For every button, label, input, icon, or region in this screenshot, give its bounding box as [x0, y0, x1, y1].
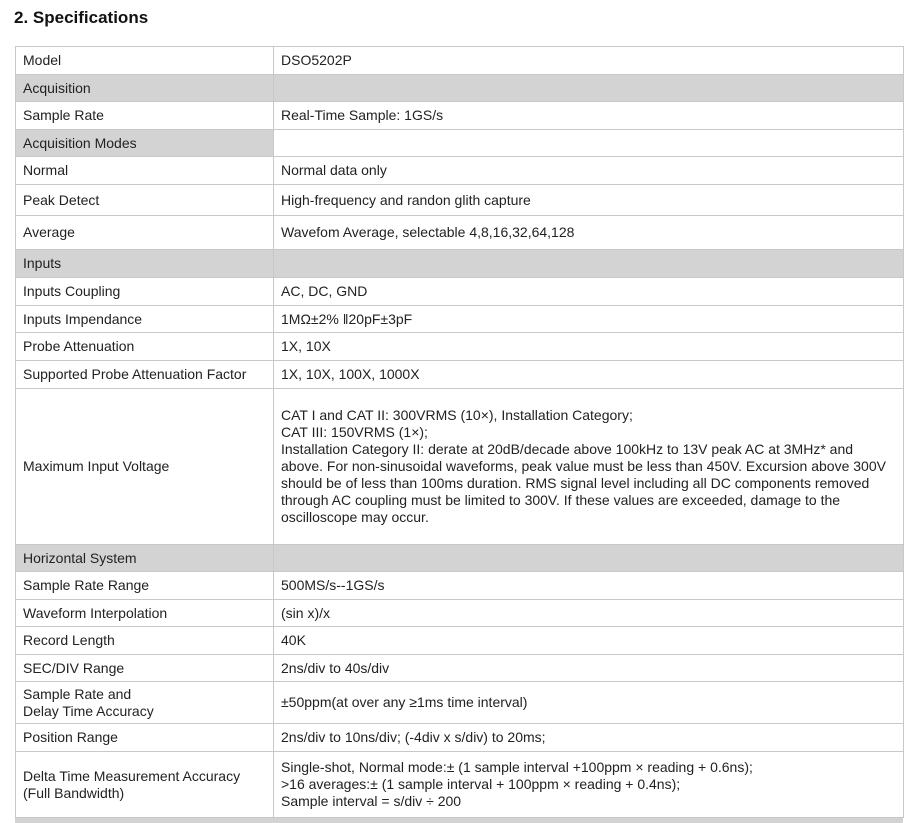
spec-label: Probe Attenuation: [16, 333, 274, 361]
section-label: Acquisition Modes: [16, 130, 274, 157]
spec-row-sample-rate: [16, 102, 904, 130]
spec-label: Inputs Impendance: [16, 306, 274, 333]
spec-label: Sample Rate and Delay Time Accuracy: [16, 682, 274, 724]
spec-value: 500MS/s--1GS/s: [274, 572, 904, 600]
spec-row-average: [16, 216, 904, 250]
spec-value: ±50ppm(at over any ≥1ms time interval): [274, 682, 904, 724]
spec-value: [274, 130, 904, 157]
spec-label: Position Range: [16, 724, 274, 752]
next-section-row-edge: [15, 817, 903, 823]
spec-label: Model: [16, 47, 274, 75]
section-label: Horizontal System: [16, 545, 274, 572]
spec-value: 2ns/div to 10ns/div; (-4div x s/div) to 20ms;: [274, 724, 904, 752]
spec-label: Normal: [16, 157, 274, 185]
spec-value: AC, DC, GND: [274, 278, 904, 306]
specifications-table: [15, 46, 904, 818]
spec-value: Normal data only: [274, 157, 904, 185]
spec-row-sec-div-range: [16, 655, 904, 682]
spec-label: Average: [16, 216, 274, 250]
spec-row-delta-time-accuracy: [16, 752, 904, 818]
spec-row-position-range: [16, 724, 904, 752]
spec-value: (sin x)/x: [274, 600, 904, 627]
spec-row-probe-attenuation: [16, 333, 904, 361]
spec-label: Sample Rate: [16, 102, 274, 130]
spec-row-model: [16, 47, 904, 75]
spec-value: [274, 250, 904, 278]
spec-value: [274, 545, 904, 572]
spec-row-inputs-impedance: [16, 306, 904, 333]
section-row-acquisition: [16, 75, 904, 102]
spec-value: [274, 75, 904, 102]
spec-label: Waveform Interpolation: [16, 600, 274, 627]
spec-row-max-input-voltage: [16, 389, 904, 545]
section-label: Inputs: [16, 250, 274, 278]
spec-label: Supported Probe Attenuation Factor: [16, 361, 274, 389]
spec-value: 1X, 10X, 100X, 1000X: [274, 361, 904, 389]
spec-value: Wavefom Average, selectable 4,8,16,32,64,128: [274, 216, 904, 250]
spec-value: Single-shot, Normal mode:± (1 sample interval +100ppm × reading + 0.6ns); >16 averages:± (1 sample interval + 100ppm × reading + 0.4ns); Sample interval = s/div ÷ 200: [274, 752, 904, 818]
spec-label: Sample Rate Range: [16, 572, 274, 600]
spec-label: Maximum Input Voltage: [16, 389, 274, 545]
spec-label: Inputs Coupling: [16, 278, 274, 306]
spec-label: Peak Detect: [16, 185, 274, 216]
spec-value: 2ns/div to 40s/div: [274, 655, 904, 682]
spec-value: High-frequency and randon glith capture: [274, 185, 904, 216]
section-row-horizontal-system: [16, 545, 904, 572]
spec-label: Delta Time Measurement Accuracy (Full Bandwidth): [16, 752, 274, 818]
page-title: 2. Specifications: [14, 8, 149, 27]
spec-row-normal: [16, 157, 904, 185]
spec-value: Real-Time Sample: 1GS/s: [274, 102, 904, 130]
spec-row-waveform-interpolation: [16, 600, 904, 627]
spec-value: CAT I and CAT II: 300VRMS (10×), Installation Category; CAT III: 150VRMS (1×); Installation Category II: derate at 20dB/decade above 100kHz to 13V peak AC at 3MHz* and above. For non-sinusoidal waveforms, peak value must be less than 450V. Excursion above 300V should be of less than 100ms duration. RMS signal level including all DC components removed through AC coupling must be limited to 300V. If these values are exceeded, damage to the oscilloscope may occur.: [274, 389, 904, 545]
spec-row-peak-detect: [16, 185, 904, 216]
spec-row-sample-rate-range: [16, 572, 904, 600]
spec-row-record-length: [16, 627, 904, 655]
section-label: Acquisition: [16, 75, 274, 102]
section-row-acquisition-modes: [16, 130, 904, 157]
spec-value: 40K: [274, 627, 904, 655]
spec-row-sample-rate-delay-accuracy: [16, 682, 904, 724]
spec-value: DSO5202P: [274, 47, 904, 75]
spec-row-inputs-coupling: [16, 278, 904, 306]
spec-label: Record Length: [16, 627, 274, 655]
spec-label: SEC/DIV Range: [16, 655, 274, 682]
section-row-inputs: [16, 250, 904, 278]
spec-value: 1X, 10X: [274, 333, 904, 361]
spec-value: 1MΩ±2% ‖20pF±3pF: [274, 306, 904, 333]
spec-row-supported-attenuation: [16, 361, 904, 389]
